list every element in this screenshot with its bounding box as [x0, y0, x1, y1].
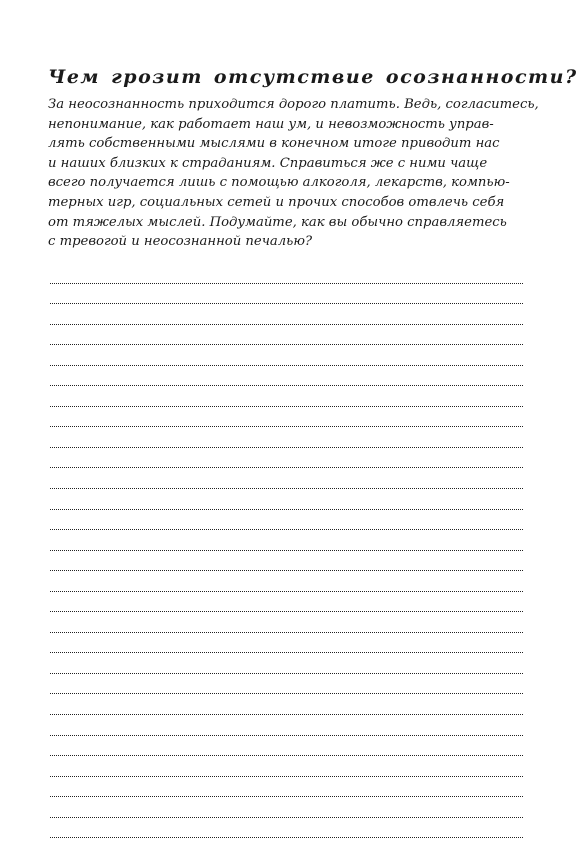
paragraph-line: и наших близких к страданиям. Справиться же с ними чаще: [48, 155, 488, 171]
answer-line[interactable]: [50, 551, 523, 572]
paragraph-line: с тревогой и неосознанной печалью?: [48, 234, 313, 250]
answer-line[interactable]: [50, 263, 523, 284]
answer-line[interactable]: [50, 592, 523, 613]
answer-line[interactable]: [50, 653, 523, 674]
answer-line[interactable]: [50, 284, 523, 305]
paragraph-line: терных игр, социальных сетей и прочих способов отвлечь себя: [48, 194, 505, 210]
answer-line[interactable]: [50, 448, 523, 469]
answer-line[interactable]: [50, 304, 523, 325]
answer-line[interactable]: [50, 736, 523, 757]
paragraph-line: лять собственными мыслями в конечном итоге приводит нас: [48, 136, 500, 152]
answer-line[interactable]: [50, 818, 523, 839]
answer-line[interactable]: [50, 694, 523, 715]
page-title: Чем грозит отсутствие осознанности?: [48, 66, 578, 88]
answer-line[interactable]: [50, 777, 523, 798]
answer-line[interactable]: [50, 797, 523, 818]
answer-line[interactable]: [50, 633, 523, 654]
answer-line[interactable]: [50, 510, 523, 531]
answer-line[interactable]: [50, 715, 523, 736]
answer-line[interactable]: [50, 325, 523, 346]
answer-lines-area[interactable]: [50, 263, 523, 838]
paragraph-line: от тяжелых мыслей. Подумайте, как вы обычно справляетесь: [48, 214, 507, 230]
answer-line[interactable]: [50, 571, 523, 592]
answer-line[interactable]: [50, 674, 523, 695]
answer-line[interactable]: [50, 612, 523, 633]
intro-paragraph: [48, 95, 539, 252]
answer-line[interactable]: [50, 345, 523, 366]
answer-line[interactable]: [50, 366, 523, 387]
answer-line[interactable]: [50, 427, 523, 448]
paragraph-line: За неосознанность приходится дорого платить. Ведь, согласитесь,: [48, 97, 539, 112]
answer-line[interactable]: [50, 407, 523, 428]
answer-line[interactable]: [50, 386, 523, 407]
answer-line[interactable]: [50, 489, 523, 510]
paragraph-line: всего получается лишь с помощью алкоголя, лекарств, компью-: [48, 175, 510, 191]
paragraph-line: непонимание, как работает наш ум, и невозможность управ-: [48, 116, 494, 132]
answer-line[interactable]: [50, 530, 523, 551]
answer-line[interactable]: [50, 468, 523, 489]
answer-line[interactable]: [50, 756, 523, 777]
